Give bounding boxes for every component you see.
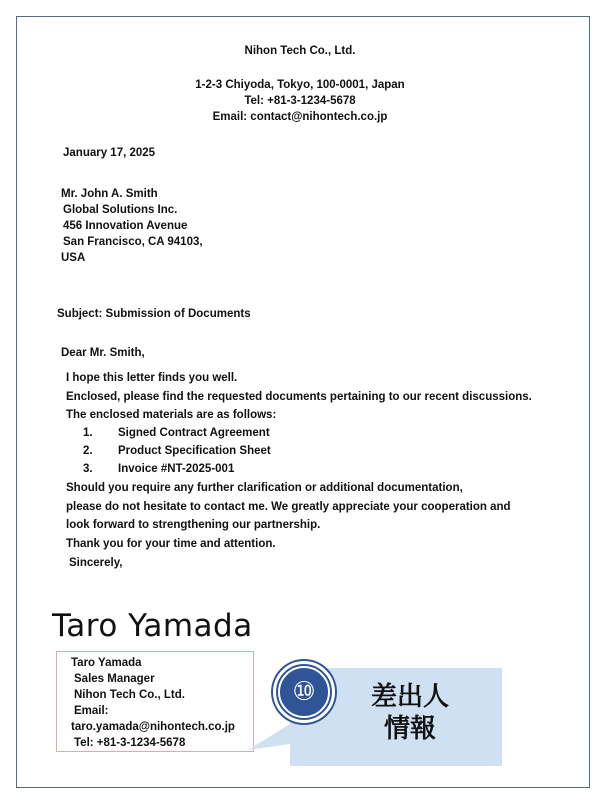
body-line: Thank you for your time and attention.	[66, 538, 276, 550]
list-item	[0, 444, 600, 462]
letter-subject: Subject: Submission of Documents	[57, 308, 251, 320]
body-line: I hope this letter finds you well.	[66, 372, 238, 384]
annotation-number-badge	[273, 661, 335, 723]
sender-email-label: Email:	[74, 705, 109, 717]
closing: Sincerely,	[69, 557, 123, 569]
list-item-text: Invoice #NT-2025-001	[118, 463, 235, 475]
salutation: Dear Mr. Smith,	[61, 347, 145, 359]
body-line: Should you require any further clarification or additional documentation,	[66, 482, 463, 494]
callout-label-line: 差出人	[370, 682, 449, 712]
body-line: please do not hesitate to contact me. We greatly appreciate your cooperation and	[66, 501, 511, 513]
letter-date: January 17, 2025	[63, 147, 156, 159]
annotation-number: ⑩	[278, 666, 330, 718]
company-name: Nihon Tech Co., Ltd.	[244, 45, 356, 57]
recipient-name: Mr. John A. Smith	[61, 188, 158, 200]
list-item	[0, 426, 600, 444]
sender-email: taro.yamada@nihontech.co.jp	[71, 721, 235, 733]
body-line: The enclosed materials are as follows:	[66, 409, 277, 421]
sender-name: Taro Yamada	[71, 657, 142, 669]
sender-company: Nihon Tech Co., Ltd.	[74, 689, 185, 701]
company-email: Email: contact@nihontech.co.jp	[212, 111, 388, 123]
list-item-text: Signed Contract Agreement	[118, 427, 270, 439]
list-item-number: 1.	[83, 427, 93, 439]
list-item	[0, 462, 600, 480]
body-line: look forward to strengthening our partnership.	[66, 519, 321, 531]
sender-title: Sales Manager	[74, 673, 155, 685]
recipient-country: USA	[61, 252, 86, 264]
list-item-text: Product Specification Sheet	[118, 445, 271, 457]
handwritten-signature: Taro Yamada	[52, 608, 253, 644]
list-item-number: 2.	[83, 445, 93, 457]
recipient-city: San Francisco, CA 94103,	[63, 236, 203, 248]
callout-label-line: 情報	[383, 714, 436, 744]
company-tel: Tel: +81-3-1234-5678	[244, 95, 356, 107]
recipient-street: 456 Innovation Avenue	[63, 220, 188, 232]
callout-label	[350, 681, 470, 745]
list-item-number: 3.	[83, 463, 93, 475]
body-line: Enclosed, please find the requested documents pertaining to our recent discussions.	[66, 391, 532, 403]
company-address: 1-2-3 Chiyoda, Tokyo, 100-0001, Japan	[195, 79, 405, 91]
sender-tel: Tel: +81-3-1234-5678	[74, 737, 186, 749]
recipient-company: Global Solutions Inc.	[63, 204, 178, 216]
